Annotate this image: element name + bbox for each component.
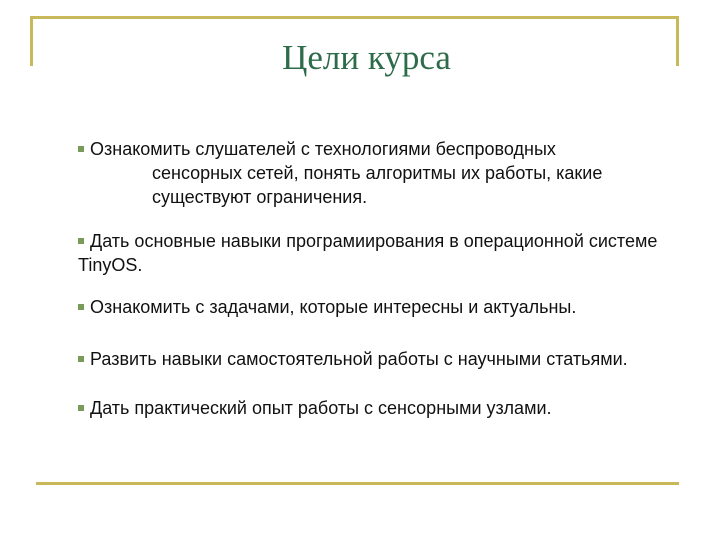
- slide-title: Цели курса: [282, 38, 451, 77]
- square-bullet-icon: [78, 356, 84, 362]
- bullet-text: Ознакомить слушателей с технологиями беспроводных: [90, 139, 556, 159]
- square-bullet-icon: [78, 304, 84, 310]
- square-bullet-icon: [78, 238, 84, 244]
- bullet-text-continuation: существуют ограничения.: [152, 187, 368, 207]
- bullet-text-continuation: сенсорных сетей, понять алгоритмы их работы, какие: [152, 163, 603, 183]
- bullet-item: [78, 229, 688, 277]
- square-bullet-icon: [78, 405, 84, 411]
- bullet-item: [78, 295, 688, 319]
- bullet-text: Дать основные навыки програмиирования в операционной системе TinyOS.: [78, 231, 658, 275]
- bullet-text: Дать практический опыт работы с сенсорными узлами.: [90, 398, 552, 418]
- square-bullet-icon: [78, 146, 84, 152]
- bullet-item: [78, 347, 688, 371]
- frame-bottom-line: [36, 482, 679, 485]
- bullet-list: [78, 137, 688, 420]
- bullet-text: Развить навыки самостоятельной работы с научными статьями.: [90, 349, 628, 369]
- frame-top-line: [30, 16, 679, 19]
- bullet-item: [78, 396, 688, 420]
- bullet-item: [78, 137, 688, 209]
- bullet-text: Ознакомить с задачами, которые интересны и актуальны.: [90, 297, 577, 317]
